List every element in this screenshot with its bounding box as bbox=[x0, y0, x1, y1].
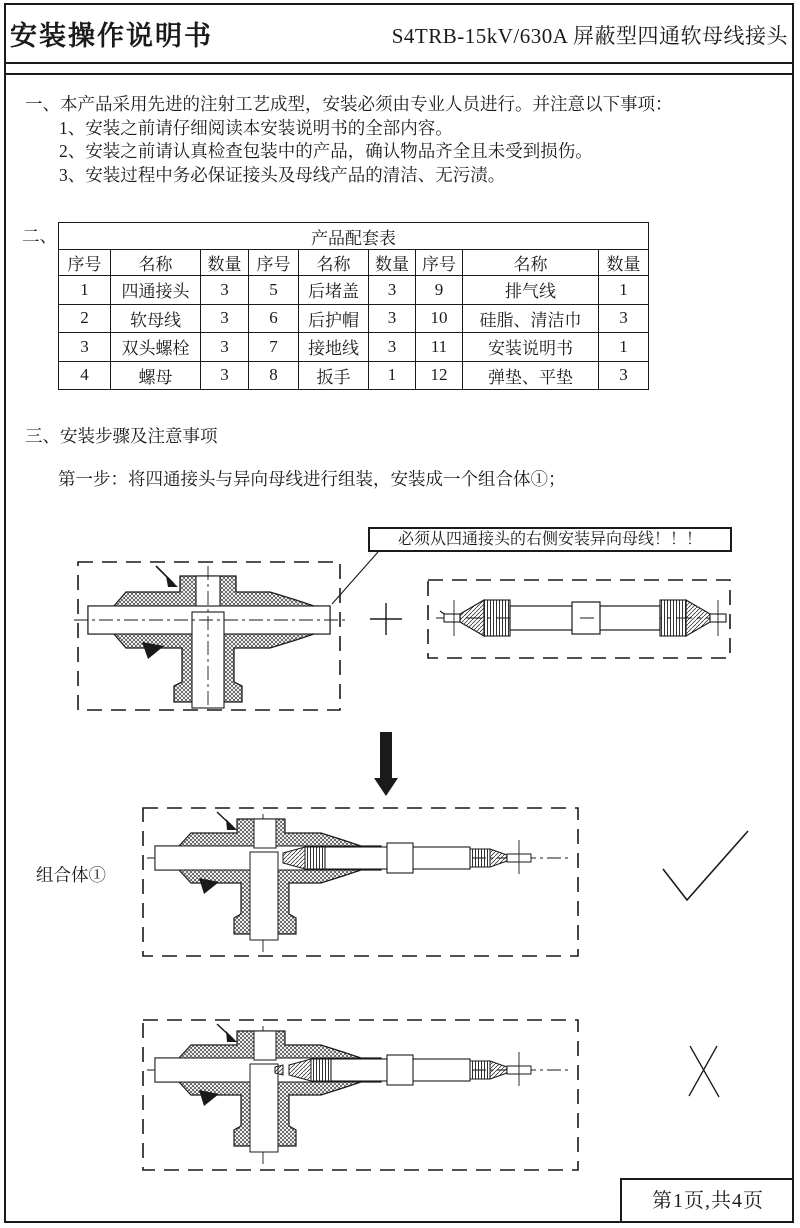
section-1-notes bbox=[25, 93, 770, 187]
table-cell: 12 bbox=[416, 361, 463, 390]
table-title: 产品配套表 bbox=[59, 223, 649, 250]
document-title: 安装操作说明书 bbox=[10, 21, 213, 51]
table-cell: 双头螺栓 bbox=[111, 333, 201, 362]
assembly-1-label: 组合体① bbox=[36, 865, 106, 885]
busbar-diagram bbox=[420, 572, 745, 667]
right-strands bbox=[470, 849, 490, 867]
busbar-collar bbox=[387, 1055, 413, 1085]
top-stub-bore bbox=[254, 819, 276, 848]
pointer-head bbox=[166, 576, 178, 587]
vertical-bore bbox=[250, 1064, 278, 1152]
right-cone bbox=[686, 600, 710, 636]
step-1-text: 第一步：将四通接头与异向母线进行组装，安装成一个组合体①； bbox=[58, 469, 566, 489]
four-way-connector-diagram bbox=[70, 556, 350, 716]
right-cone bbox=[490, 1061, 507, 1079]
table-cell: 弹垫、平垫 bbox=[463, 361, 599, 390]
table-cell: 3 bbox=[201, 276, 249, 305]
header-divider-line bbox=[4, 73, 794, 75]
table-cell: 3 bbox=[369, 333, 416, 362]
table-cell: 安装说明书 bbox=[463, 333, 599, 362]
table-cell: 8 bbox=[249, 361, 299, 390]
left-strands bbox=[484, 600, 510, 636]
table-cell: 3 bbox=[59, 333, 111, 362]
table-header-cell: 名称 bbox=[111, 250, 201, 276]
table-cell: 排气线 bbox=[463, 276, 599, 305]
vertical-bore bbox=[250, 852, 278, 940]
busbar-strands bbox=[311, 1059, 331, 1081]
pointer-head bbox=[226, 1031, 237, 1042]
busbar-collar bbox=[387, 843, 413, 873]
section-2-label: 二、 bbox=[22, 226, 57, 246]
table-cell: 四通接头 bbox=[111, 276, 201, 305]
table-cell: 3 bbox=[201, 333, 249, 362]
page-number: 第1页,共4页 bbox=[652, 1190, 764, 1212]
assembly-correct-diagram bbox=[135, 800, 590, 970]
table-cell: 9 bbox=[416, 276, 463, 305]
table-header-cell: 数量 bbox=[369, 250, 416, 276]
table-header-cell: 数量 bbox=[201, 250, 249, 276]
table-cell: 3 bbox=[369, 276, 416, 305]
right-strands bbox=[660, 600, 686, 636]
table-cell: 扳手 bbox=[299, 361, 369, 390]
pointer-head bbox=[226, 819, 237, 830]
table-cell: 1 bbox=[59, 276, 111, 305]
right-cone bbox=[490, 849, 507, 867]
footer-page-box bbox=[620, 1178, 794, 1223]
table-cell: 3 bbox=[599, 361, 649, 390]
table-cell: 3 bbox=[201, 361, 249, 390]
table-cell: 5 bbox=[249, 276, 299, 305]
loose-wedge bbox=[275, 1065, 283, 1075]
table-cell: 软母线 bbox=[111, 304, 201, 333]
table-header-cell: 序号 bbox=[59, 250, 111, 276]
note-item-2: 2、安装之前请认真检查包装中的产品，确认物品齐全且未受到损伤。 bbox=[59, 141, 593, 162]
table-cell: 3 bbox=[369, 304, 416, 333]
table-cell: 螺母 bbox=[111, 361, 201, 390]
table-header-cell: 序号 bbox=[249, 250, 299, 276]
right-strands bbox=[470, 1061, 490, 1079]
left-stub bbox=[444, 614, 460, 622]
table-cell: 6 bbox=[249, 304, 299, 333]
table-header-cell: 数量 bbox=[599, 250, 649, 276]
table-cell: 后护帽 bbox=[299, 304, 369, 333]
note-item-3: 3、安装过程中务必保证接头及母线产品的清洁、无污渍。 bbox=[59, 164, 506, 185]
note-item-1: 1、安装之前请仔细阅读本安装说明书的全部内容。 bbox=[59, 117, 453, 138]
table-cell: 3 bbox=[599, 304, 649, 333]
table-cell: 1 bbox=[369, 361, 416, 390]
warning-callout: 必须从四通接头的右侧安装异向母线！！！ bbox=[368, 527, 732, 552]
table-cell: 接地线 bbox=[299, 333, 369, 362]
table-cell: 1 bbox=[599, 276, 649, 305]
table-cell: 硅脂、清洁巾 bbox=[463, 304, 599, 333]
table-cell: 3 bbox=[201, 304, 249, 333]
assembly-incorrect-diagram bbox=[135, 1012, 590, 1182]
table-cell: 2 bbox=[59, 304, 111, 333]
section-1-heading: 一、本产品采用先进的注射工艺成型，安装必须由专业人员进行。并注意以下事项： bbox=[25, 94, 673, 114]
table-cell: 7 bbox=[249, 333, 299, 362]
table-cell: 后堵盖 bbox=[299, 276, 369, 305]
busbar-strands bbox=[305, 847, 325, 869]
product-accessories-table bbox=[58, 222, 649, 390]
table-cell: 1 bbox=[599, 333, 649, 362]
table-header-cell: 序号 bbox=[416, 250, 463, 276]
table-cell: 11 bbox=[416, 333, 463, 362]
product-model-title: S4TRB-15kV/630A 屏蔽型四通软母线接头 bbox=[391, 24, 788, 48]
table-cell: 10 bbox=[416, 304, 463, 333]
table-header-cell: 名称 bbox=[299, 250, 369, 276]
section-3-heading: 三、安装步骤及注意事项 bbox=[25, 426, 218, 446]
top-stub-bore bbox=[254, 1031, 276, 1060]
left-cone bbox=[460, 600, 484, 636]
table-cell: 4 bbox=[59, 361, 111, 390]
table-header-cell: 名称 bbox=[463, 250, 599, 276]
